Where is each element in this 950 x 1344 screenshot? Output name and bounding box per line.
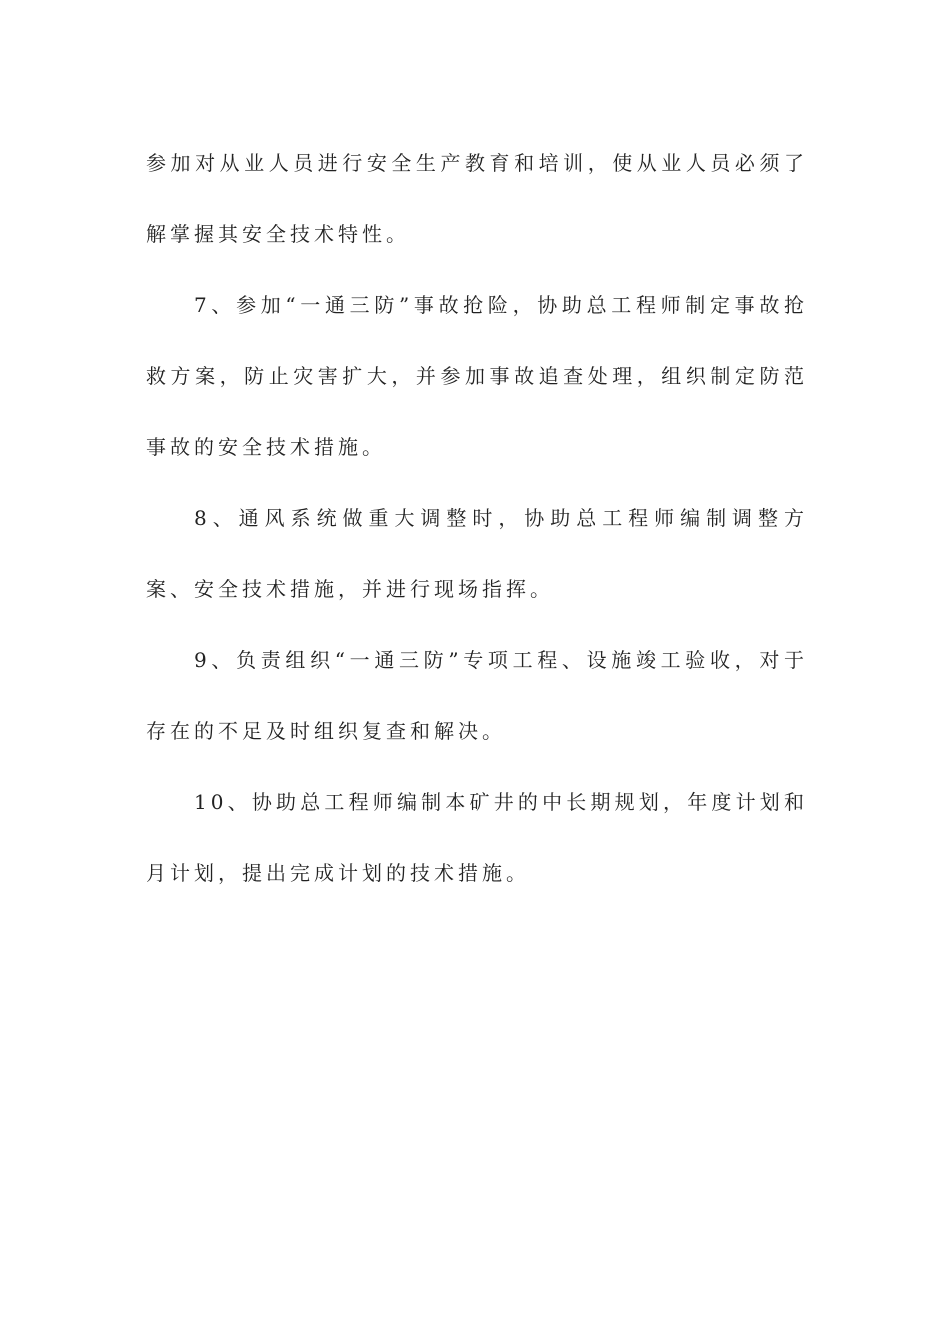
paragraph-item-10: 10、协助总工程师编制本矿井的中长期规划，年度计划和月计划，提出完成计划的技术措施。 [146,790,808,885]
paragraph-item-8: 8、通风系统做重大调整时，协助总工程师编制调整方案、安全技术措施，并进行现场指挥。 [146,506,808,601]
document-body [146,128,808,909]
paragraph-item-9: 9、负责组织“一通三防”专项工程、设施竣工验收，对于存在的不足及时组织复查和解决。 [146,648,808,743]
paragraph-item-7: 7、参加“一通三防”事故抢险，协助总工程师制定事故抢救方案，防止灾害扩大，并参加事故追查处理，组织制定防范事故的安全技术措施。 [146,293,808,459]
paragraph-continuation: 参加对从业人员进行安全生产教育和培训，使从业人员必须了解掌握其安全技术特性。 [146,151,808,246]
